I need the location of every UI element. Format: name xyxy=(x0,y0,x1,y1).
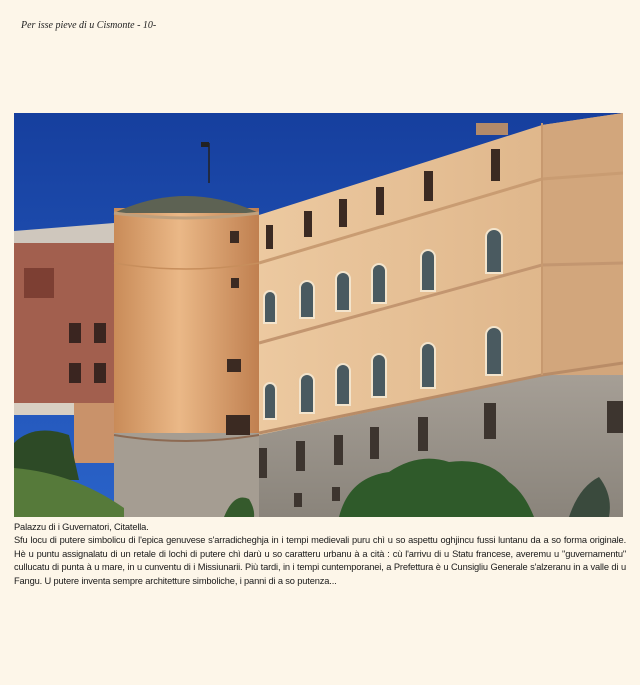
building-photo xyxy=(14,113,623,517)
photo-caption xyxy=(14,521,626,588)
running-header: Per isse pieve di u Cismonte - 10- xyxy=(21,20,157,31)
caption-body: Sfu locu di putere simbolicu di l'epica genuvese s'arradicheghja in i tempi medievali puru chì u so aspettu oghjincu fussi luntanu da a so forma originale. Hè u puntu assignalatu di un retale di lochi di putere chì darù u so caratteru urbanu à a cità : cù l'arrivu di u Statu francese, averemu u "guvernamentu" cullucatu di punta à u mare, in u cunventu di i Missiunarii. Più tardi, in i tempi cuntemporanei, a Prefettura è u Cunsigliu Generale s'alzeranu in a valle di u Fangu. U putere inventa sempre architetture simboliche, i panni di a so putenza... xyxy=(14,535,626,586)
caption-title: Palazzu di i Guvernatori, Citatella. xyxy=(14,522,149,532)
